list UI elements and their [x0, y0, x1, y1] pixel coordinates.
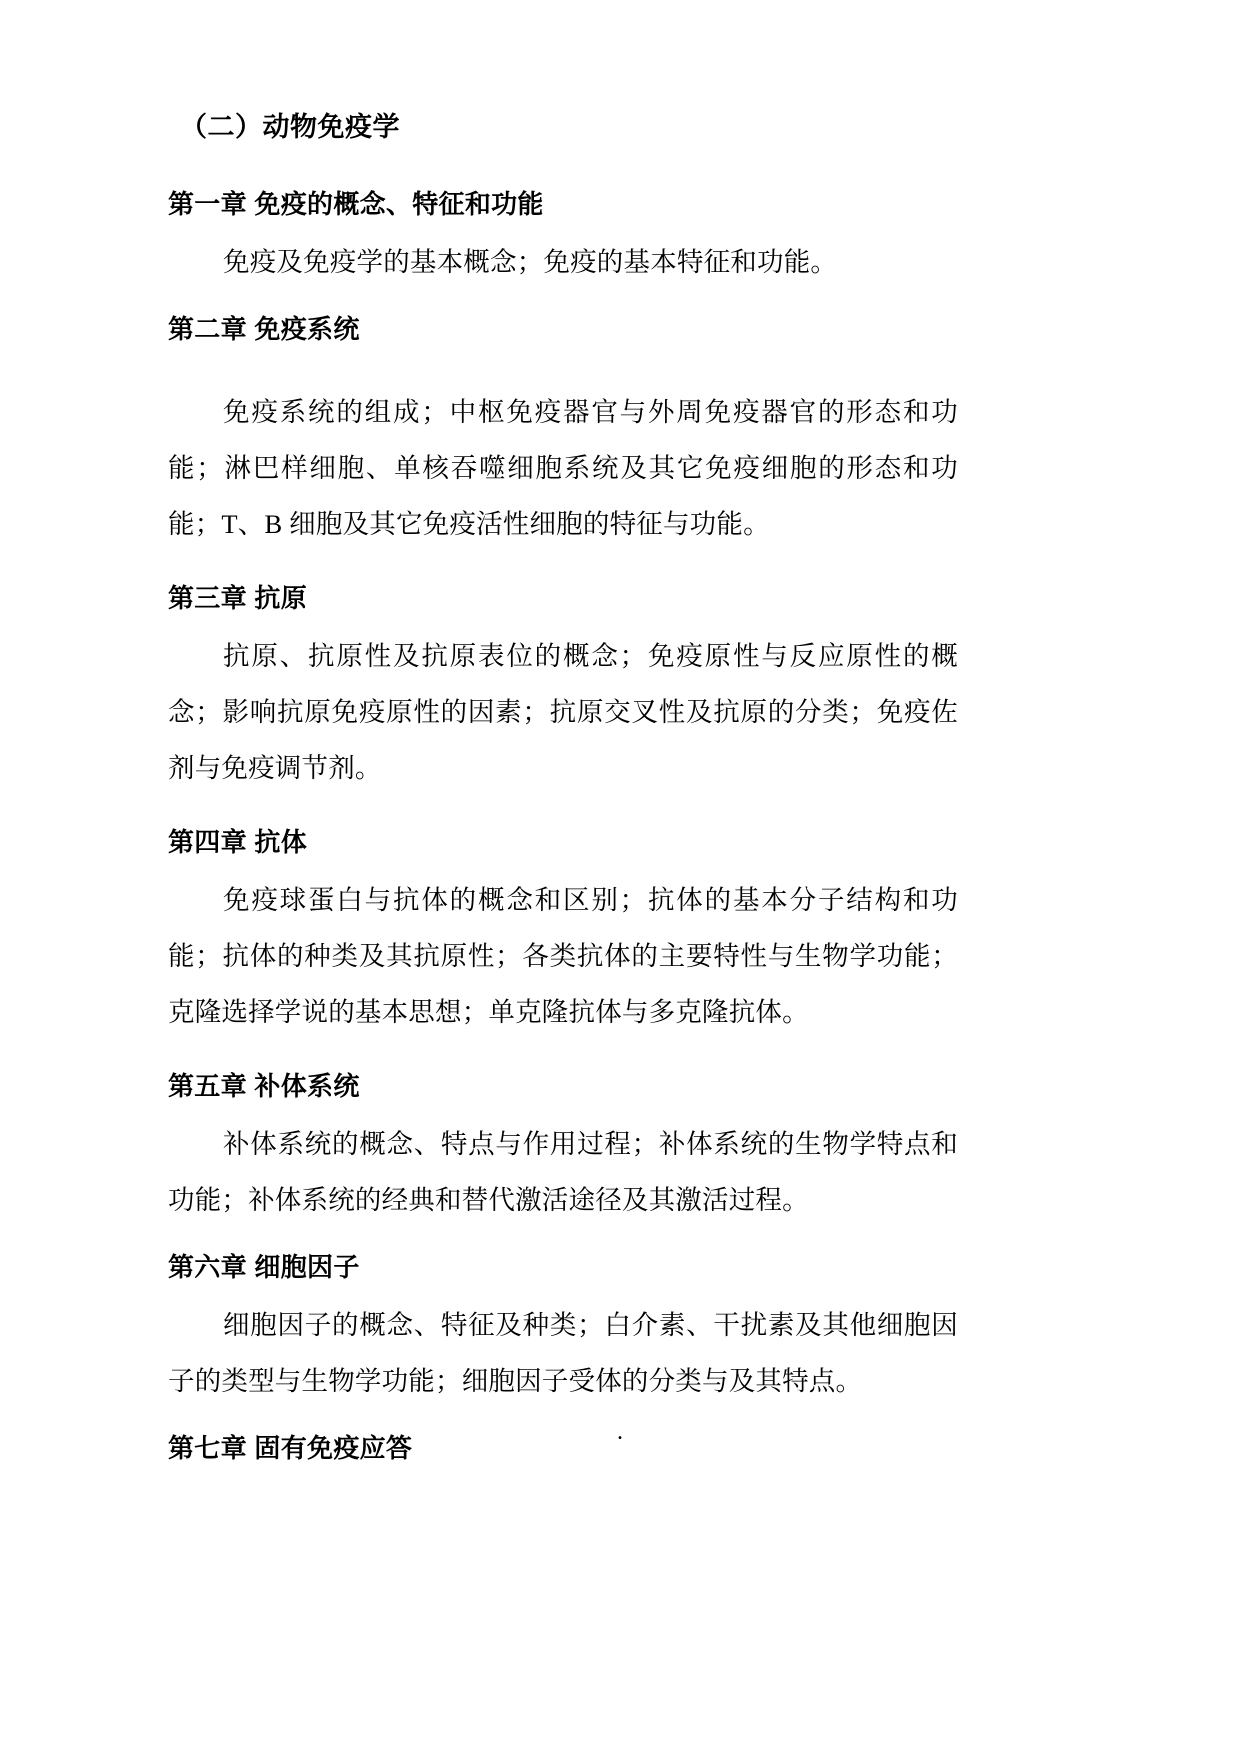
chapter-heading-5: 第五章 补体系统 — [168, 1071, 360, 1101]
chapter-heading-3: 第三章 抗原 — [168, 583, 308, 613]
chapter-heading-2: 第二章 免疫系统 — [168, 314, 360, 344]
spacer — [168, 1280, 958, 1297]
spacer — [168, 552, 958, 585]
chapter-body-1: 免疫及免疫学的基本概念；免疫的基本特征和功能。 — [223, 247, 838, 277]
spacer — [168, 290, 958, 316]
spacer — [168, 796, 958, 829]
chapter-heading-6: 第六章 细胞因子 — [168, 1252, 360, 1282]
spacer — [168, 217, 958, 234]
spacer — [168, 611, 958, 628]
spacer — [168, 855, 958, 872]
page-title: （二）动物免疫学 — [180, 112, 400, 142]
chapter-body-2: 免疫系统的组成；中枢免疫器官与外周免疫器官的形态和功能；淋巴样细胞、单核吞噬细胞系统及其它免疫细胞的形态和功能；T、B 细胞及其它免疫活性细胞的特征与功能。 — [168, 397, 958, 539]
chapter-body-4: 免疫球蛋白与抗体的概念和区别；抗体的基本分子结构和功能；抗体的种类及其抗原性；各类抗体的主要特性与生物学功能；克隆选择学说的基本思想；单克隆抗体与多克隆抗体。 — [168, 885, 958, 1027]
chapter-body-5: 补体系统的概念、特点与作用过程；补体系统的生物学特点和功能；补体系统的经典和替代激活途径及其激活过程。 — [168, 1129, 958, 1215]
chapter-body-3: 抗原、抗原性及抗原表位的概念；免疫原性与反应原性的概念；影响抗原免疫原性的因素；抗原交叉性及抗原的分类；免疫佐剂与免疫调节剂。 — [168, 641, 958, 783]
spacer — [168, 342, 958, 384]
spacer — [168, 1099, 958, 1116]
chapter-body-6: 细胞因子的概念、特征及种类；白介素、干扰素及其他细胞因子的类型与生物学功能；细胞因子受体的分类与及其特点。 — [168, 1310, 958, 1396]
chapter-heading-1: 第一章 免疫的概念、特征和功能 — [168, 189, 544, 219]
spacer — [168, 1040, 958, 1073]
spacer — [168, 141, 958, 191]
chapter-heading-7: 第七章 固有免疫应答 — [168, 1433, 413, 1463]
spacer — [168, 1228, 958, 1254]
page-content — [168, 96, 958, 1461]
chapter-heading-4: 第四章 抗体 — [168, 827, 308, 857]
page-footer-marker: . — [617, 1419, 623, 1445]
